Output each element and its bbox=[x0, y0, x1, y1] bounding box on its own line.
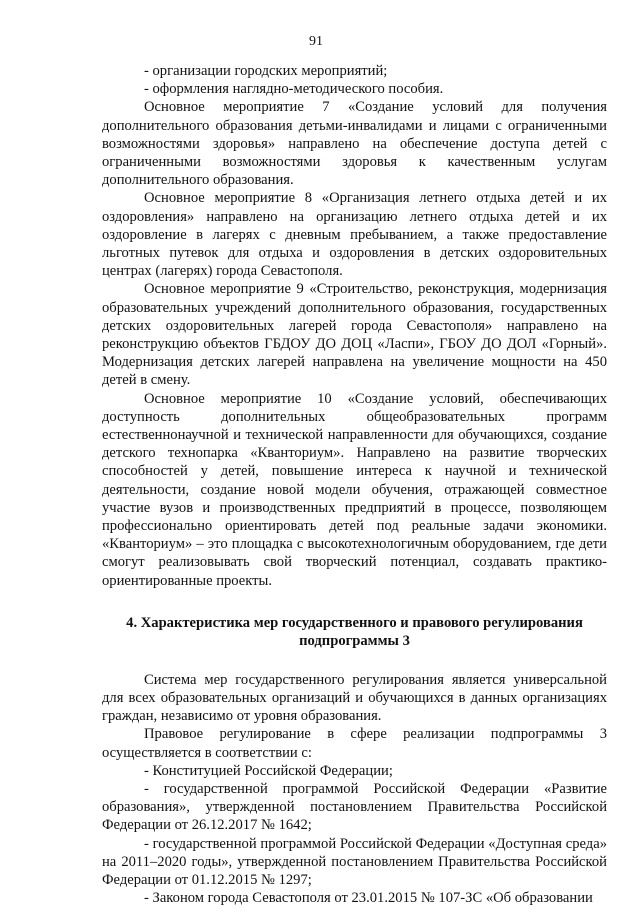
list-item: - Законом города Севастополя от 23.01.2015 № 107-ЗС «Об образовании bbox=[144, 890, 593, 907]
page-number: 91 bbox=[309, 34, 323, 49]
paragraph: Основное мероприятие 10 «Создание условий, обеспечивающих доступность дополнительных общеобразовательных программ естественнонаучной и технической направленности для обучающихся, создание детского технопарка «Кванториум». Направлено на развитие творческих способностей у детей, повышение интереса к научной и технической деятельности, создание новой модели обучения, отражающей совместное участие вузов и производственных предприятий в процессе, позволяющем профессионально ориентировать детей под реальные задачи экономики. «Кванториум» – это площадка с высокотехнологичным оборудованием, где дети смогут реализовывать свой творческий потенциал, создавать практико-ориентированные проекты. bbox=[102, 390, 607, 589]
section-heading: 4. Характеристика мер государственного и правового регулирования подпрограммы 3 bbox=[126, 614, 583, 650]
paragraph: Основное мероприятие 9 «Строительство, реконструкция, модернизация образовательных учреждений дополнительного образования, государственных детских оздоровительных лагерей города Севастополя» направлено на реконструкцию объектов ГБДОУ ДО ДОЦ «Ласпи», ГБОУ ДО ДОЛ «Горный». Модернизация детских лагерей направлена на увеличение мощности на 450 детей в смену. bbox=[102, 281, 607, 389]
paragraph: - оформления наглядно-методического пособия. bbox=[144, 81, 444, 98]
list-item: - государственной программой Российской Федерации «Развитие образования», утвержденной постановлением Правительства Российской Федерации от 26.12.2017 № 1642; bbox=[102, 780, 607, 834]
paragraph: Система мер государственного регулирования является универсальной для всех образовательных организаций и обучающихся в данных организациях граждан, независимо от уровня образования. bbox=[102, 671, 607, 725]
paragraph: Основное мероприятие 8 «Организация летнего отдыха детей и их оздоровления» направлено на организацию летнего отдыха детей и их оздоровление в лагерях с дневным пребыванием, а также предоставление льготных путевок для отдыха и оздоровления в детских оздоровительных центрах (лагерях) города Севастополя. bbox=[102, 190, 607, 280]
paragraph: Основное мероприятие 7 «Создание условий для получения дополнительного образования детьми-инвалидами и лицами с ограниченными возможностями здоровья» направлено на обеспечение доступа детей с ограниченными возможностями здоровья к качественным услугам дополнительного образования. bbox=[102, 99, 607, 189]
paragraph: - организации городских мероприятий; bbox=[144, 63, 388, 79]
list-item: - государственной программой Российской Федерации «Доступная среда» на 2011–2020 годы», утвержденной постановлением Правительства Российской Федерации от 01.12.2015 № 1297; bbox=[102, 835, 607, 888]
paragraph: Правовое регулирование в сфере реализации подпрограммы 3 осуществляется в соответствии с: bbox=[102, 726, 607, 761]
list-item: - Конституцией Российской Федерации; bbox=[144, 762, 393, 779]
page-content bbox=[102, 62, 607, 907]
